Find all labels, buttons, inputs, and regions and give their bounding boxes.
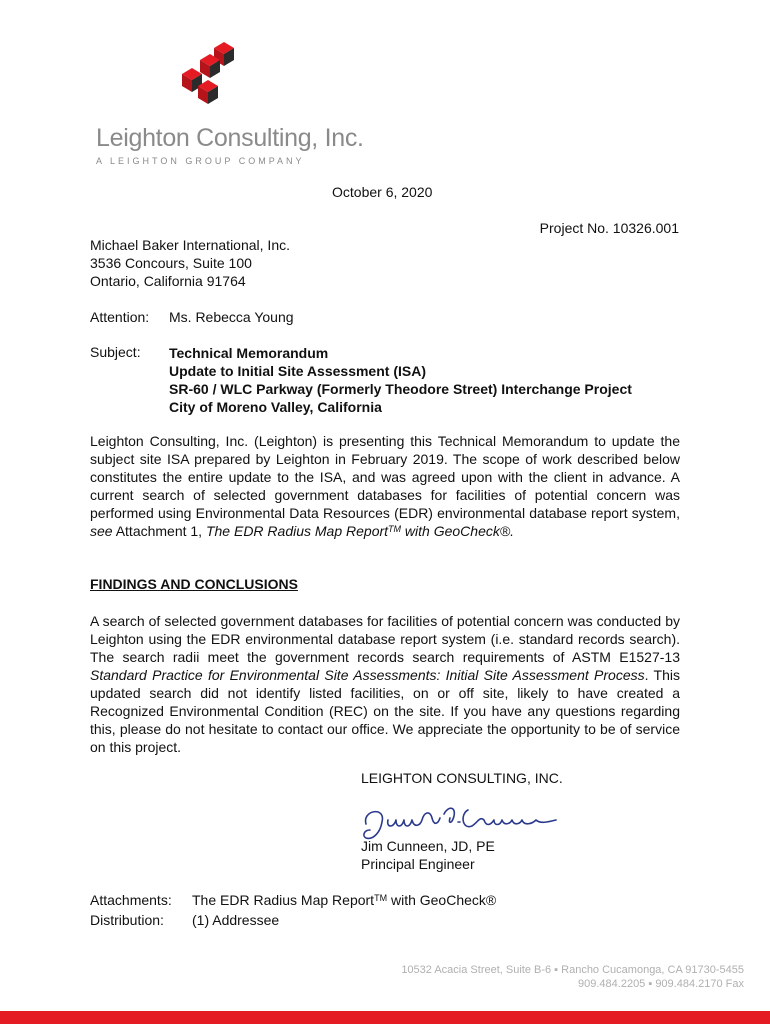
attachments-values — [192, 890, 496, 930]
signer-title: Principal Engineer — [361, 856, 475, 872]
recipient-address — [90, 236, 290, 290]
intro-text: Leighton Consulting, Inc. (Leighton) is presenting this Technical Memorandum to update the subject site ISA prepared by Leighton in February 2019. The scope of work described below constitutes the entire update to the ISA, and was agreed upon with the client in advance. A current search of selected government databases for facilities of potential concern was performed using Environmental Data Resources (EDR) environmental database report system, — [90, 433, 680, 521]
section-heading: FINDINGS AND CONCLUSIONS — [90, 576, 298, 592]
trademark-mark: TM — [388, 524, 402, 534]
attention-label: Attention: — [90, 309, 150, 325]
company-name: Leighton Consulting, Inc. — [96, 124, 364, 152]
findings-paragraph — [90, 612, 680, 756]
subject-line: SR-60 / WLC Parkway (Formerly Theodore Street) Interchange Project — [169, 381, 632, 397]
signer-block — [361, 837, 495, 873]
attachments-labels — [90, 890, 172, 930]
subject-line: Update to Initial Site Assessment (ISA) — [169, 363, 426, 379]
footer-address — [401, 963, 744, 991]
recipient-line: Michael Baker International, Inc. — [90, 237, 290, 253]
signer-name: Jim Cunneen, JD, PE — [361, 838, 495, 854]
company-tagline: A LEIGHTON GROUP COMPANY — [96, 156, 305, 166]
company-logo — [178, 42, 238, 116]
attachment-title: The EDR Radius Map Report — [192, 892, 375, 908]
distribution-label: Distribution: — [90, 912, 164, 928]
footer-bar — [0, 1011, 770, 1024]
findings-text-end: . This updated search did not identify listed facilities, on or off site, likely to have created a Recognized Environmental Condition (REC) on the site. If you have any questions regarding this, please do not hesitate to contact our office. We appreciate the opportunity to be of service on this project. — [90, 667, 680, 755]
letter-date: October 6, 2020 — [332, 184, 433, 200]
attention-value: Ms. Rebecca Young — [169, 309, 294, 325]
report-title: The EDR Radius Map Report — [205, 523, 389, 539]
subject-line: City of Moreno Valley, California — [169, 399, 382, 415]
subject-line: Technical Memorandum — [169, 345, 329, 361]
see-reference: see — [90, 523, 113, 539]
footer-line: 909.484.2205 ▪ 909.484.2170 Fax — [578, 978, 744, 990]
standard-title: Standard Practice for Environmental Site Assessments: Initial Site Assessment Process — [90, 667, 645, 683]
signoff-company: LEIGHTON CONSULTING, INC. — [361, 770, 563, 786]
distribution-value: (1) Addressee — [192, 912, 280, 928]
attachment-ref: Attachment 1, — [112, 523, 206, 539]
findings-text: A search of selected government databases for facilities of potential concern was conducted by Leighton using the EDR environmental database report system (i.e. standard records search). The search radii meet the government records search requirements of ASTM E1527-13 — [90, 613, 680, 665]
attachments-label: Attachments: — [90, 892, 172, 908]
project-number: Project No. 10326.001 — [539, 220, 679, 236]
subject-block — [169, 344, 632, 416]
attachment-title-end: with GeoCheck® — [387, 892, 497, 908]
recipient-line: Ontario, California 91764 — [90, 273, 246, 289]
report-title-end: with GeoCheck®. — [401, 523, 515, 539]
attachments-value — [192, 890, 496, 910]
subject-label: Subject: — [90, 344, 141, 360]
trademark-mark: TM — [374, 893, 388, 903]
recipient-line: 3536 Concours, Suite 100 — [90, 255, 252, 271]
intro-paragraph — [90, 432, 680, 540]
footer-line: 10532 Acacia Street, Suite B-6 ▪ Rancho Cucamonga, CA 91730-5455 — [401, 964, 744, 976]
